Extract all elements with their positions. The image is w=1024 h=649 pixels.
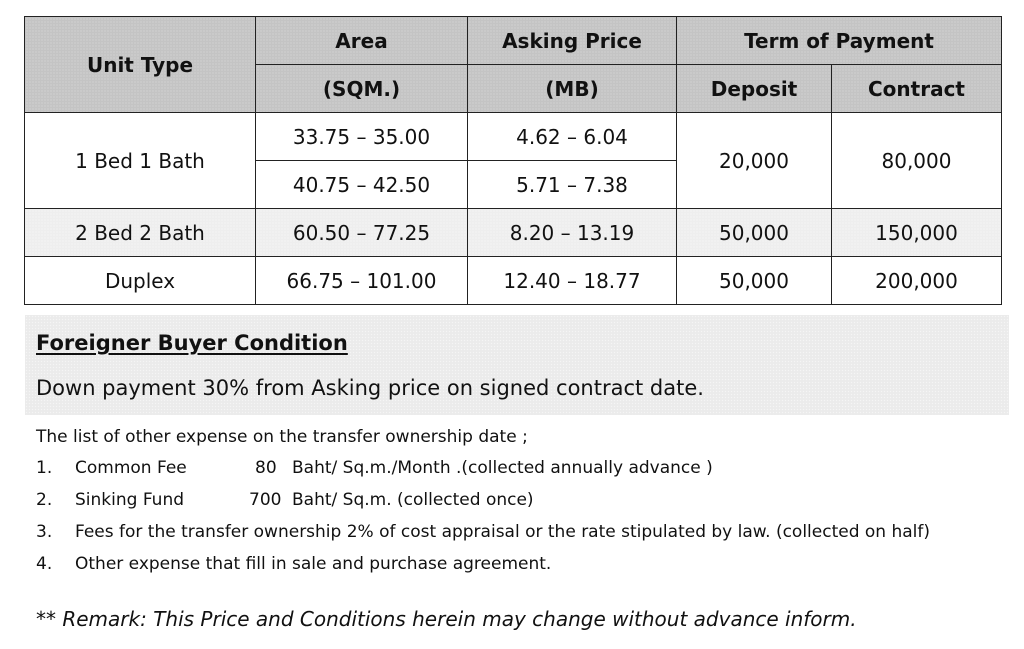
item-name: Sinking Fund <box>75 490 185 510</box>
unit-type-cell: Duplex <box>25 257 256 305</box>
area-cell: 40.75 – 42.50 <box>256 161 468 209</box>
contract-cell: 150,000 <box>832 209 1002 257</box>
header-area: Area <box>256 17 468 65</box>
header-unit-type: Unit Type <box>25 17 256 113</box>
table-row <box>25 257 1002 305</box>
item-detail: Baht/ Sq.m./Month .(collected annually advance ) <box>292 458 713 478</box>
item-detail: Baht/ Sq.m. (collected once) <box>292 490 534 510</box>
deposit-cell: 20,000 <box>677 113 832 209</box>
condition-title: Foreigner Buyer Condition <box>36 331 348 355</box>
header-deposit: Deposit <box>677 65 832 113</box>
item-number: 2. <box>36 490 53 510</box>
item-text: Fees for the transfer ownership 2% of cost appraisal or the rate stipulated by law. (collected on half) <box>75 522 931 542</box>
condition-text: Down payment 30% from Asking price on signed contract date. <box>36 376 704 400</box>
foreigner-condition-box <box>25 315 1009 415</box>
area-cell: 66.75 – 101.00 <box>256 257 468 305</box>
remark-text: ** Remark: This Price and Conditions herein may change without advance inform. <box>36 607 857 631</box>
header-asking-price-unit: (MB) <box>468 65 677 113</box>
contract-cell: 80,000 <box>832 113 1002 209</box>
price-cell: 4.62 – 6.04 <box>468 113 677 161</box>
price-cell: 8.20 – 13.19 <box>468 209 677 257</box>
item-amount: 80 <box>255 458 277 478</box>
header-area-unit: (SQM.) <box>256 65 468 113</box>
item-amount: 700 <box>249 490 282 510</box>
table-row <box>25 113 1002 161</box>
table-row <box>25 209 1002 257</box>
item-number: 3. <box>36 522 53 542</box>
area-cell: 60.50 – 77.25 <box>256 209 468 257</box>
unit-type-cell: 1 Bed 1 Bath <box>25 113 256 209</box>
item-number: 4. <box>36 554 53 574</box>
area-cell: 33.75 – 35.00 <box>256 113 468 161</box>
header-term-of-payment: Term of Payment <box>677 17 1002 65</box>
header-asking-price: Asking Price <box>468 17 677 65</box>
expense-intro: The list of other expense on the transfer ownership date ; <box>36 427 528 447</box>
deposit-cell: 50,000 <box>677 257 832 305</box>
header-contract: Contract <box>832 65 1002 113</box>
price-cell: 12.40 – 18.77 <box>468 257 677 305</box>
deposit-cell: 50,000 <box>677 209 832 257</box>
item-number: 1. <box>36 458 53 478</box>
item-name: Common Fee <box>75 458 187 478</box>
contract-cell: 200,000 <box>832 257 1002 305</box>
unit-type-cell: 2 Bed 2 Bath <box>25 209 256 257</box>
price-table <box>24 16 1002 305</box>
item-text: Other expense that fill in sale and purchase agreement. <box>75 554 552 574</box>
price-cell: 5.71 – 7.38 <box>468 161 677 209</box>
